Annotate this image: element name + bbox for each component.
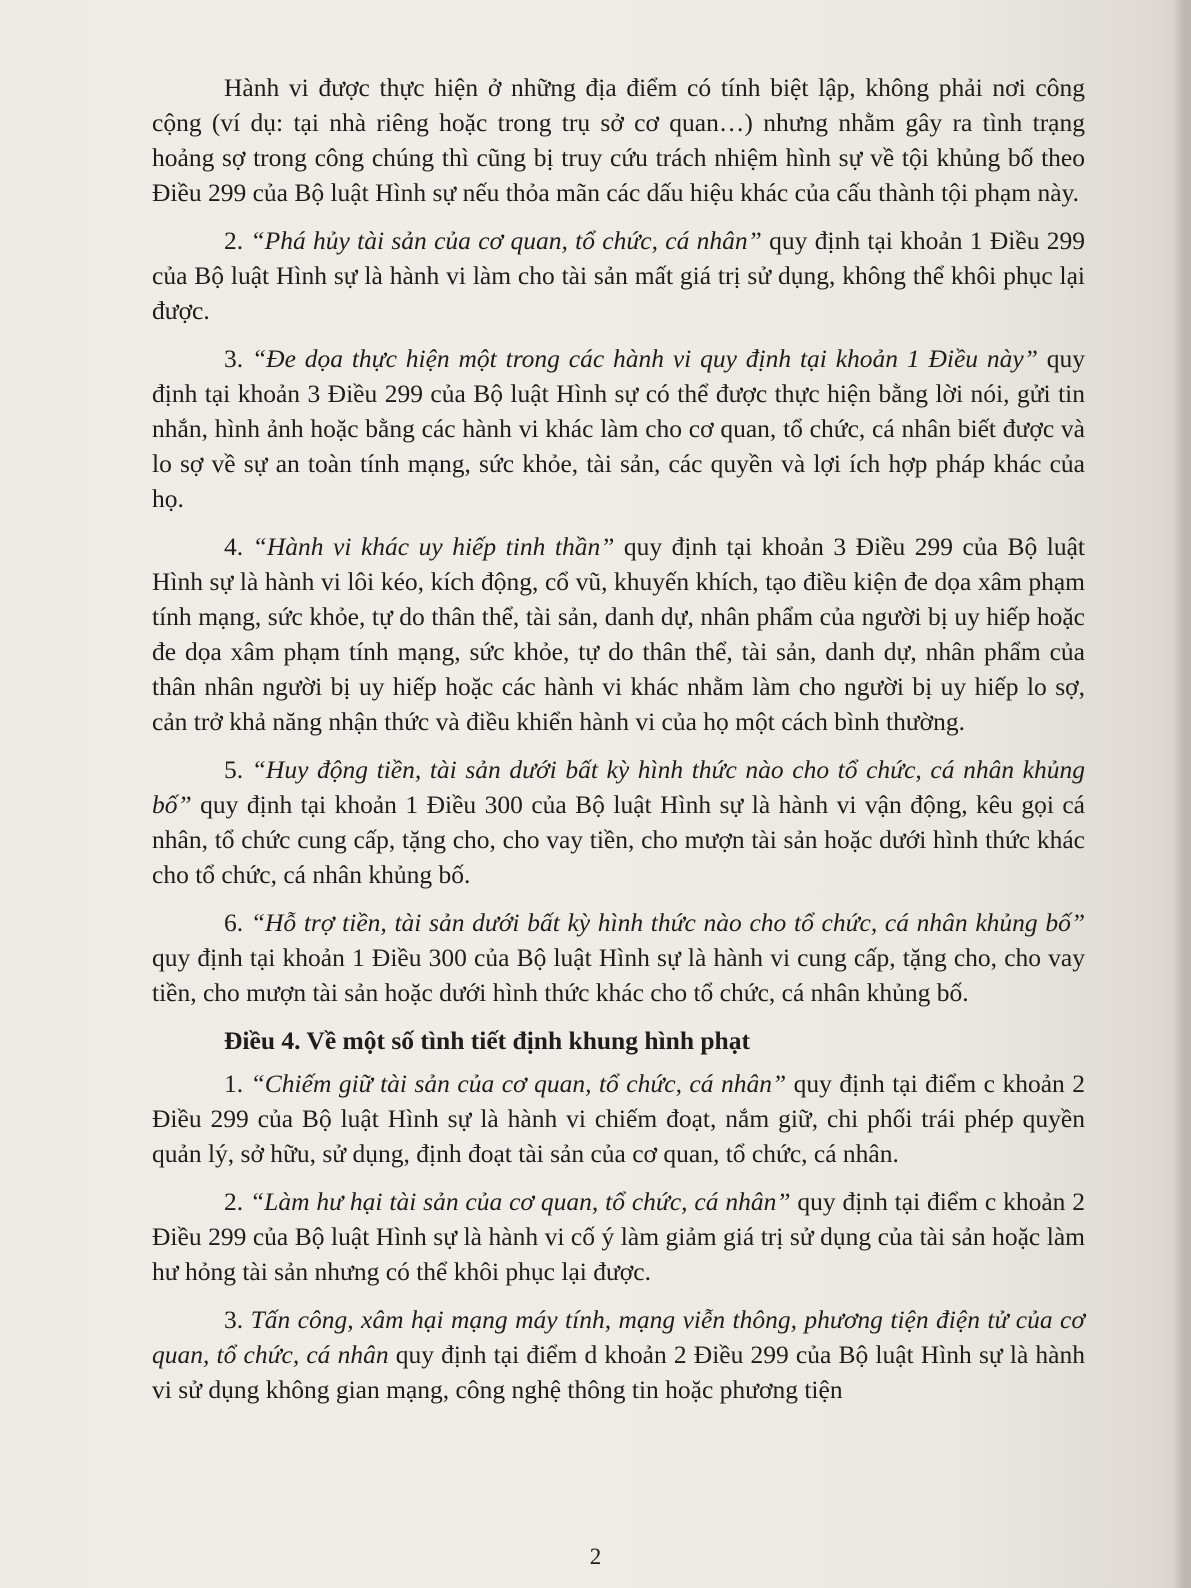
paragraph-item-6 [152, 905, 1085, 1010]
page-edge-shadow [1173, 0, 1191, 1588]
article-heading: Điều 4. Về một số tình tiết định khung hình phạt [224, 1026, 750, 1055]
definition-text: quy định tại khoản 3 Điều 299 của Bộ luật Hình sự là hành vi lôi kéo, kích động, cổ vũ, khuyến khích, tạo điều kiện đe dọa xâm phạm tính mạng, sức khỏe, tự do thân thể, tài sản, danh dự, nhân phẩm của người bị uy hiếp hoặc đe dọa xâm phạm tính mạng, sức khỏe, tự do thân thể, tài sản, danh dự, nhân phẩm của thân nhân người bị uy hiếp hoặc các hành vi khác nhằm làm cho người bị uy hiếp lo sợ, cản trở khả năng nhận thức và điều khiển hành vi của họ một cách bình thường. [152, 532, 1086, 736]
paragraph-article4-item-1 [152, 1066, 1085, 1171]
item-number: 6. [224, 908, 251, 937]
defined-term: “Phá hủy tài sản của cơ quan, tổ chức, cá nhân” [250, 226, 762, 255]
definition-text: quy định tại điểm c khoản 2 Điều 299 của Bộ luật Hình sự là hành vi chiếm đoạt, nắm giữ, chi phối trái phép quyền quản lý, sở hữu, sử dụng, định đoạt tài sản của cơ quan, tổ chức, cá nhân. [152, 1069, 1086, 1168]
paragraph-article4-item-2 [152, 1184, 1085, 1289]
defined-term: “Hỗ trợ tiền, tài sản dưới bất kỳ hình thức nào cho tổ chức, cá nhân khủng bố” [250, 908, 1085, 937]
page-number: 2 [589, 1544, 602, 1569]
paragraph-intro: Hành vi được thực hiện ở những địa điểm có tính biệt lập, không phải nơi công cộng (ví dụ: tại nhà riêng hoặc trong trụ sở cơ quan…) nhưng nhằm gây ra tình trạng hoảng sợ trong công chúng thì cũng bị truy cứu trách nhiệm hình sự về tội khủng bố theo Điều 299 của Bộ luật Hình sự nếu thỏa mãn các dấu hiệu khác của cấu thành tội phạm này. [152, 73, 1085, 207]
item-number: 2. [224, 1187, 250, 1216]
paragraph-item-4 [152, 529, 1085, 739]
document-body [152, 70, 1085, 1420]
item-number: 5. [224, 755, 252, 784]
defined-term: Tấn công, xâm hại mạng máy tính, mạng viễn thông, phương tiện điện tử của cơ quan, tổ chức, cá nhân [152, 1305, 1085, 1369]
defined-term: “Làm hư hại tài sản của cơ quan, tổ chức, cá nhân” [250, 1187, 791, 1216]
paragraph-item-5 [152, 752, 1085, 892]
definition-text: quy định tại khoản 1 Điều 299 của Bộ luật Hình sự là hành vi làm cho tài sản mất giá trị sử dụng, không thể khôi phục lại được. [152, 226, 1085, 325]
defined-term: “Chiếm giữ tài sản của cơ quan, tổ chức, cá nhân” [250, 1069, 787, 1098]
definition-text: quy định tại điểm d khoản 2 Điều 299 của Bộ luật Hình sự là hành vi sử dụng không gian mạng, công nghệ thông tin hoặc phương tiện [152, 1340, 1086, 1404]
item-number: 3. [224, 1305, 251, 1334]
paragraph-item-2 [152, 223, 1085, 328]
defined-term: “Hành vi khác uy hiếp tinh thần” [252, 532, 615, 561]
item-number: 1. [224, 1069, 251, 1098]
definition-text: quy định tại khoản 3 Điều 299 của Bộ luật Hình sự có thể được thực hiện bằng lời nói, gửi tin nhắn, hình ảnh hoặc bằng các hành vi khác làm cho cơ quan, tổ chức, cá nhân biết được và lo sợ về sự an toàn tính mạng, sức khỏe, tài sản, các quyền và lợi ích hợp pháp khác của họ. [152, 344, 1086, 513]
defined-term: “Đe dọa thực hiện một trong các hành vi quy định tại khoản 1 Điều này” [251, 344, 1038, 373]
definition-text: quy định tại khoản 1 Điều 300 của Bộ luật Hình sự là hành vi vận động, kêu gọi cá nhân, tổ chức cung cấp, tặng cho, cho vay tiền, cho mượn tài sản hoặc dưới hình thức khác cho tổ chức, cá nhân khủng bố. [152, 790, 1085, 889]
paragraph-article4-item-3 [152, 1302, 1085, 1407]
item-number: 4. [224, 532, 253, 561]
defined-term: “Huy động tiền, tài sản dưới bất kỳ hình thức nào cho tổ chức, cá nhân khủng bố” [152, 755, 1085, 819]
paragraph-item-3 [152, 341, 1085, 516]
item-number: 3. [224, 344, 252, 373]
definition-text: quy định tại khoản 1 Điều 300 của Bộ luật Hình sự là hành vi cung cấp, tặng cho, cho vay tiền, cho mượn tài sản hoặc dưới hình thức khác cho tổ chức, cá nhân khủng bố. [152, 943, 1085, 1007]
definition-text: quy định tại điểm c khoản 2 Điều 299 của Bộ luật Hình sự là hành vi cố ý làm giảm giá trị sử dụng của tài sản hoặc làm hư hỏng tài sản nhưng có thể khôi phục lại được. [152, 1187, 1085, 1286]
item-number: 2. [224, 226, 251, 255]
